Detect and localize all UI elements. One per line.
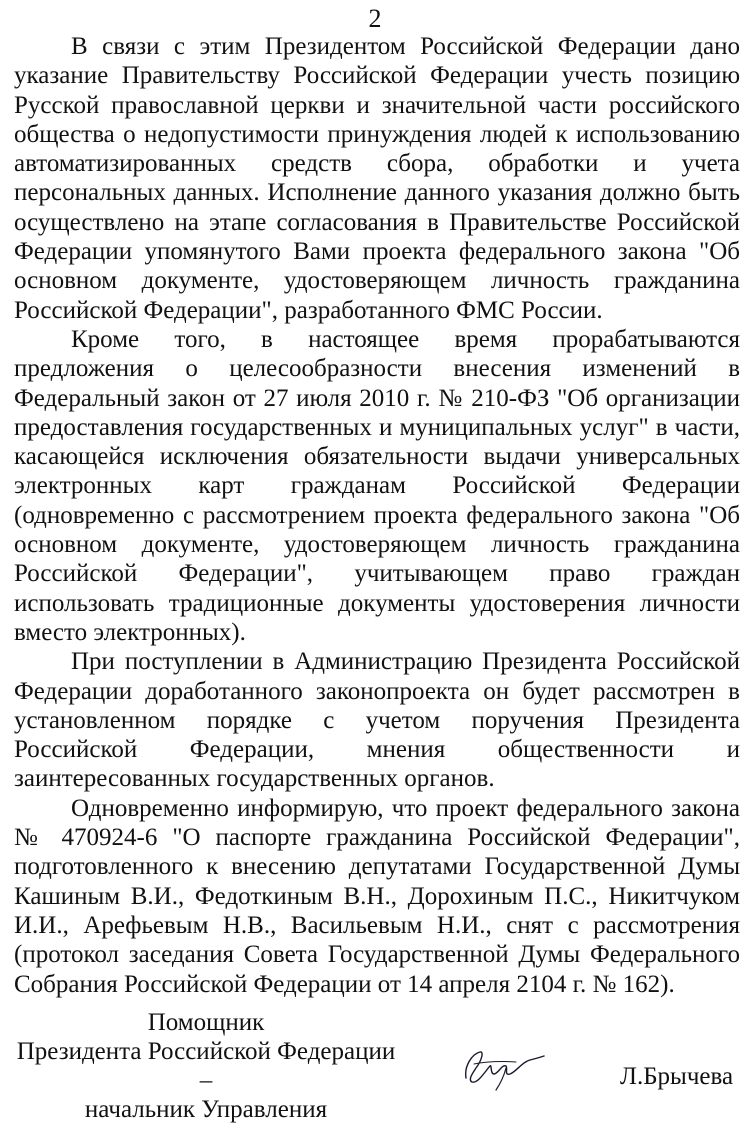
paragraph-1: В связи с этим Президентом Российской Федерации дано указание Правительству Российской Федерации учесть позицию Русской православной церкви и значительной части российского общества о недопустимости принуждения людей к использованию автоматизированных средств сбора, обработки и учета персональных данных. Исполнение данного указания должно быть осуществлено на этапе согласования в Правительстве Российской Федерации упомянутого Вами проекта федерального закона "Об основном документе, удостоверяющем личность гражданина Российской Федерации", разработанного ФМС России. — [14, 33, 740, 324]
paragraph-3: При поступлении в Администрацию Президента Российской Федерации доработанного законопроекта он будет рассмотрен в установленном порядке с учетом поручения Президента Российской Федерации, мнения общественности и заинтересованных государственных органов. — [14, 648, 740, 793]
page-number: 2 — [368, 4, 382, 33]
paragraph-4: Одновременно информирую, что проект федерального закона № 470924-6 "О паспорте гражданина Российской Федерации", подготовленного к внесению депутатами Государственной Думы Кашиным В.И., Федоткиным В.Н., Дорохиным П.С., Никитчуком И.И., Арефьевым Н.В., Васильевым Н.И., снят с рассмотрения (протокол заседания Совета Государственной Думы Федерального Собрания Российской Федерации от 14 апреля 2104 г. № 162). — [14, 794, 740, 998]
position-line-1: Помощник — [147, 1009, 265, 1036]
paragraph-2: Кроме того, в настоящее время прорабатываются предложения о целесообразности внесения изменений в Федеральный закон от 27 июля 2010 г. № 210-ФЗ "Об организации предоставления государственных и муниципальных услуг" в части, касающейся исключения обязательности выдачи универсальных электронных карт гражданам Российской Федерации (одновременно с рассмотрением проекта федерального закона "Об основном документе, удостоверяющем личность гражданина Российской Федерации", учитывающем право граждан использовать традиционные документы удостоверения личности вместо электронных). — [14, 325, 740, 646]
signer-name: Л.Брычева — [620, 1063, 734, 1090]
position-line-3: начальник Управления — [84, 1096, 328, 1123]
signatory-position — [10, 1008, 402, 1124]
position-line-2: Президента Российской Федерации – — [16, 1038, 396, 1094]
handwritten-signature — [460, 1044, 550, 1094]
letter-body — [14, 32, 740, 999]
